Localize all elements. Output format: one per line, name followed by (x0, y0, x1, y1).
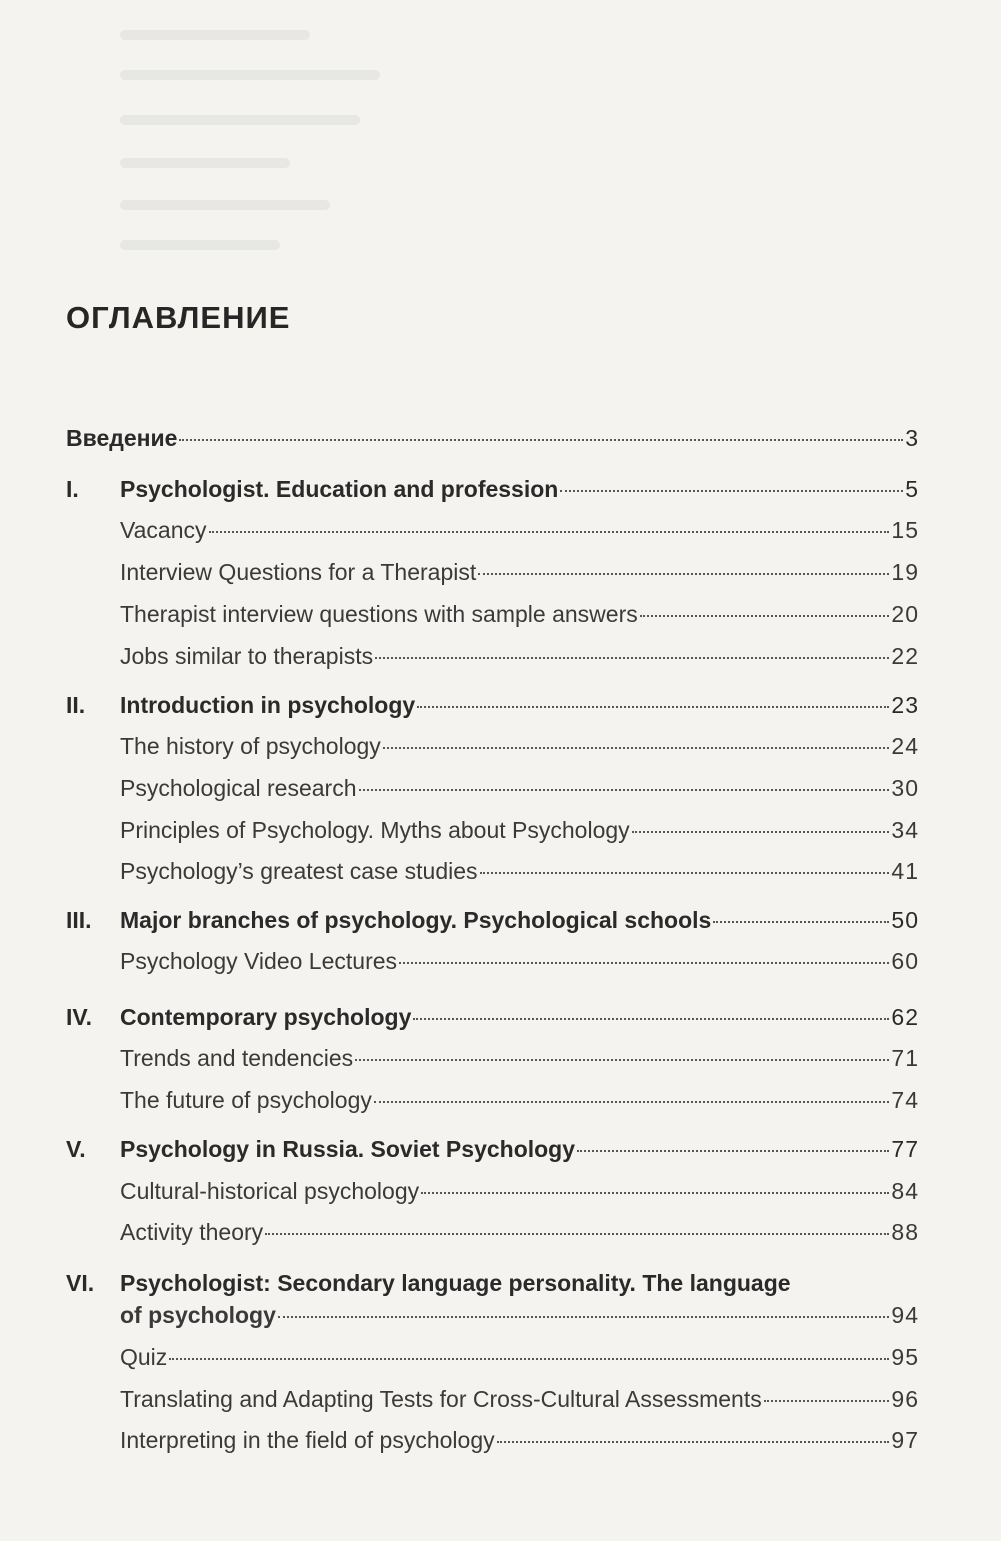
chapter-number: VI. (66, 1270, 95, 1296)
toc-item-label: Quiz (120, 1344, 168, 1370)
dot-leader (179, 439, 903, 441)
chapter-title-line-1: Psychologist: Secondary language personality. The language (120, 1270, 791, 1296)
toc-entry-label: Введение (66, 425, 178, 451)
dot-leader (278, 1316, 890, 1318)
toc-item-page: 84 (891, 1178, 919, 1204)
chapter-title: Psychology in Russia. Soviet Psychology (120, 1136, 576, 1162)
toc-chapter-2[interactable] (66, 690, 919, 720)
dot-leader (632, 831, 890, 833)
chapter-page: 77 (891, 1136, 919, 1162)
toc-item-label: Activity theory (120, 1219, 264, 1245)
toc-chapter-3[interactable] (66, 905, 919, 935)
toc-item-page: 34 (891, 817, 919, 843)
toc-entry-intro[interactable] (66, 423, 919, 453)
dot-leader (421, 1192, 889, 1194)
toc-item-page: 97 (891, 1427, 919, 1453)
dot-leader (265, 1233, 889, 1235)
toc-item[interactable] (120, 1342, 919, 1372)
chapter-number: II. (66, 692, 86, 718)
chapter-number: I. (66, 476, 79, 502)
chapter-title-line-2: of psychology (120, 1302, 276, 1328)
toc-item[interactable] (120, 773, 919, 803)
toc-item[interactable] (120, 515, 919, 545)
chapter-number: IV. (66, 1004, 93, 1030)
toc-item[interactable] (120, 815, 919, 845)
dot-leader (640, 615, 890, 617)
toc-item-page: 19 (891, 559, 919, 585)
toc-item-label: Psychology’s greatest case studies (120, 858, 478, 884)
toc-item-page: 22 (891, 643, 919, 669)
dot-leader (577, 1150, 889, 1152)
chapter-page: 62 (891, 1004, 919, 1030)
toc-item-label: Cultural-historical psychology (120, 1178, 420, 1204)
toc-item[interactable] (120, 557, 919, 587)
dot-leader (209, 531, 890, 533)
toc-item-label: Trends and tendencies (120, 1045, 354, 1071)
chapter-title: Introduction in psychology (120, 692, 416, 718)
toc-item-page: 71 (891, 1045, 919, 1071)
toc-chapter-6[interactable] (120, 1300, 919, 1330)
toc-chapter-1[interactable] (66, 474, 919, 504)
dot-leader (764, 1400, 890, 1402)
dot-leader (374, 1101, 890, 1103)
dot-leader (169, 1358, 889, 1360)
toc-item-label: The history of psychology (120, 733, 381, 759)
toc-item-label: Translating and Adapting Tests for Cross-Cultural Assessments (120, 1386, 762, 1412)
toc-item-page: 41 (891, 858, 919, 884)
chapter-title: Contemporary psychology (120, 1004, 412, 1030)
dot-leader (497, 1441, 890, 1443)
dot-leader (480, 872, 890, 874)
toc-chapter-4[interactable] (66, 1002, 919, 1032)
toc-item-page: 88 (891, 1219, 919, 1245)
toc-item[interactable] (120, 1043, 919, 1073)
toc-item-page: 30 (891, 775, 919, 801)
toc-item[interactable] (120, 1085, 919, 1115)
chapter-page: 50 (891, 907, 919, 933)
toc-item-label: Jobs similar to therapists (120, 643, 374, 669)
toc-item-page: 96 (891, 1386, 919, 1412)
dot-leader (375, 657, 889, 659)
toc-item[interactable] (120, 856, 919, 886)
chapter-page: 5 (905, 476, 919, 502)
toc-item-label: The future of psychology (120, 1087, 372, 1113)
dot-leader (560, 490, 903, 492)
toc-item-page: 74 (891, 1087, 919, 1113)
toc-item-label: Interview Questions for a Therapist (120, 559, 477, 585)
toc-item-label: Principles of Psychology. Myths about Psychology (120, 817, 630, 843)
toc-item-page: 24 (891, 733, 919, 759)
chapter-page: 23 (891, 692, 919, 718)
toc-item-page: 95 (891, 1344, 919, 1370)
toc-item[interactable] (120, 946, 919, 976)
toc-item[interactable] (120, 599, 919, 629)
toc-item-page: 15 (891, 517, 919, 543)
dot-leader (417, 706, 889, 708)
toc-entry-page: 3 (905, 425, 919, 451)
toc-item-label: Therapist interview questions with sample answers (120, 601, 638, 627)
toc-item[interactable] (120, 1425, 919, 1455)
dot-leader (359, 789, 890, 791)
chapter-title: Major branches of psychology. Psychological schools (120, 907, 712, 933)
chapter-page: 94 (891, 1302, 919, 1328)
chapter-number: III. (66, 907, 92, 933)
toc-item-label: Interpreting in the field of psychology (120, 1427, 495, 1453)
toc-item-page: 20 (891, 601, 919, 627)
page-title: ОГЛАВЛЕНИЕ (66, 300, 291, 335)
toc-item[interactable] (120, 1176, 919, 1206)
toc-item-page: 60 (891, 948, 919, 974)
dot-leader (413, 1018, 889, 1020)
toc-item[interactable] (120, 1217, 919, 1247)
dot-leader (713, 921, 889, 923)
toc-item[interactable] (120, 731, 919, 761)
toc-item-label: Vacancy (120, 517, 207, 543)
dot-leader (399, 962, 889, 964)
toc-chapter-5[interactable] (66, 1134, 919, 1164)
toc-item[interactable] (120, 1384, 919, 1414)
toc-item-label: Psychology Video Lectures (120, 948, 398, 974)
chapter-title: Psychologist. Education and profession (120, 476, 559, 502)
dot-leader (383, 747, 890, 749)
chapter-number: V. (66, 1136, 86, 1162)
dot-leader (355, 1059, 889, 1061)
dot-leader (478, 573, 889, 575)
toc-item-label: Psychological research (120, 775, 357, 801)
toc-item[interactable] (120, 641, 919, 671)
